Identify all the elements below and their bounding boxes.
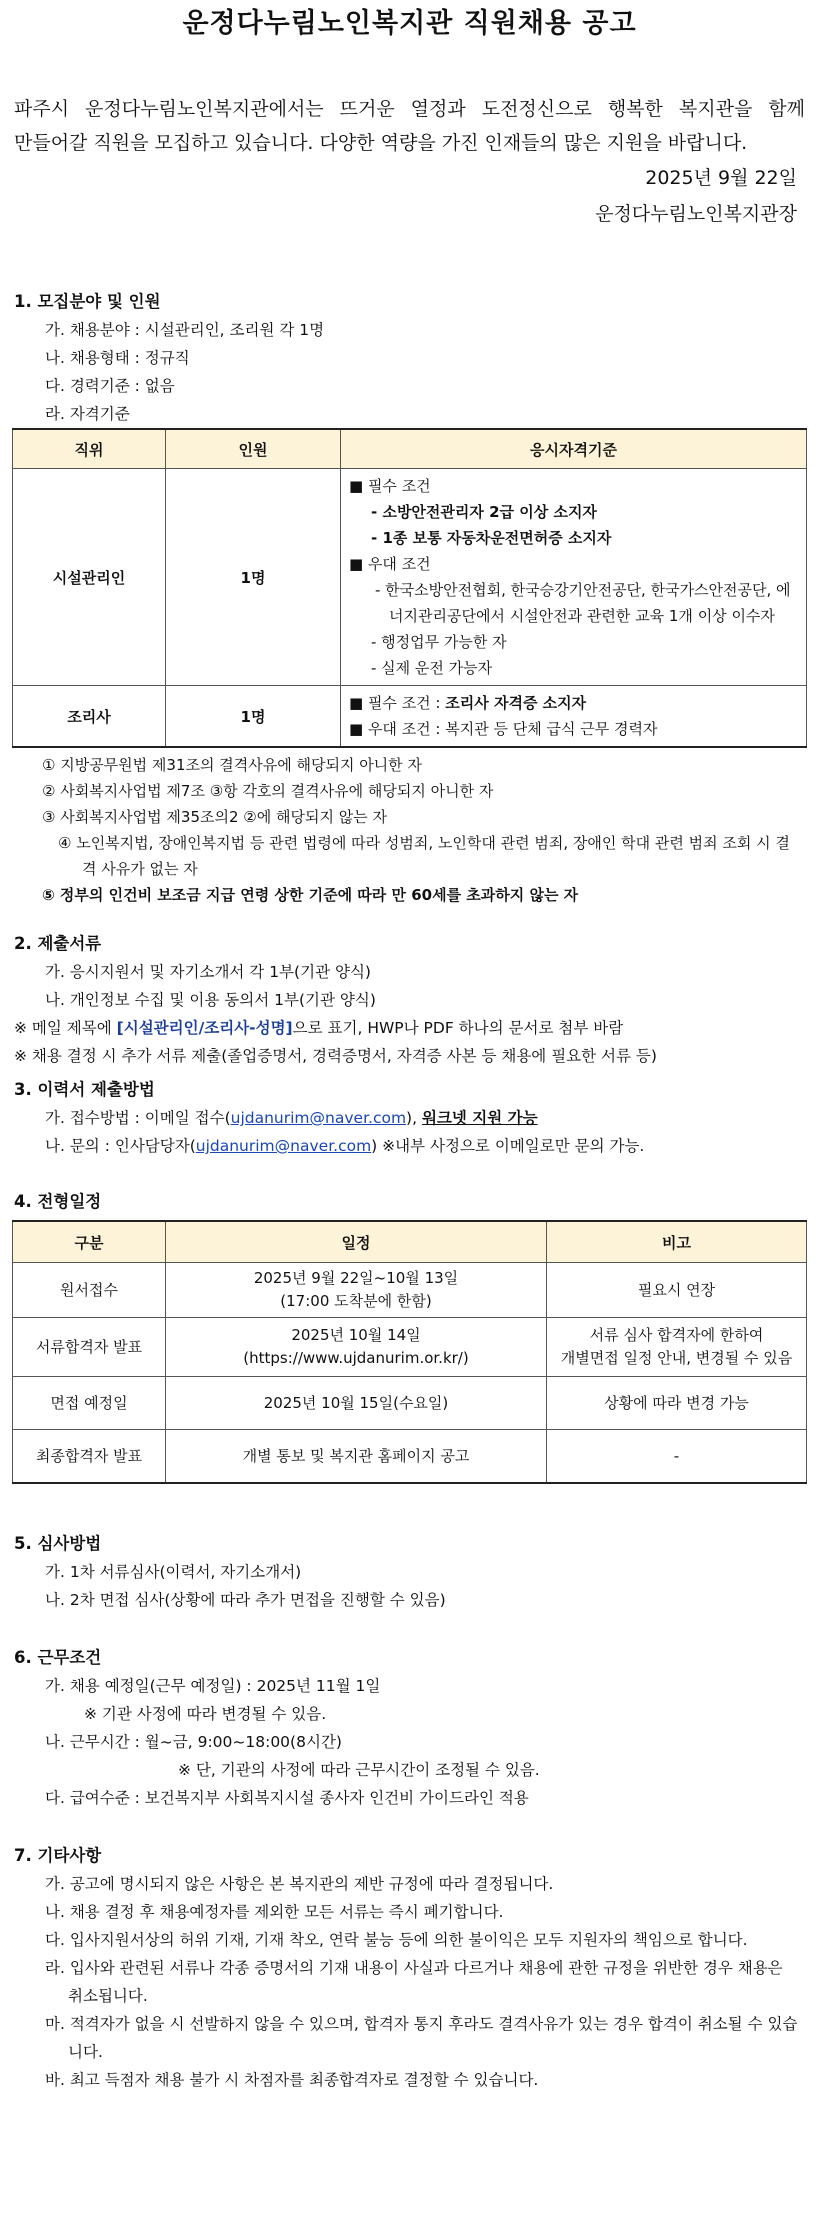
schedule-date: 2025년 10월 15일(수요일): [166, 1377, 547, 1430]
list-item: 나. 채용 결정 후 채용예정자를 제외한 모든 서류는 즉시 폐기합니다.: [45, 1903, 504, 1921]
section-title: 4. 전형일정: [14, 1192, 102, 1211]
note-line: ※ 채용 결정 시 추가 서류 제출(졸업증명서, 경력증명서, 자격증 사본 등 채용에 필요한 서류 등): [14, 1047, 657, 1065]
required-line: [349, 690, 798, 716]
table-header: 직위: [13, 429, 166, 469]
page-title: 운정다누림노인복지관 직원채용 공고: [182, 8, 637, 39]
list-item: 라. 입사와 관련된 서류나 각종 증명서의 기재 내용이 사실과 다르거나 채용에 관한 규정을 위반한 경우 채용은 취소됩니다.: [45, 1959, 783, 2005]
schedule-table: [12, 1220, 807, 1484]
list-item: 다. 입사지원서상의 허위 기재, 기재 착오, 연락 불능 등에 의한 불이익은 모두 지원자의 책임으로 합니다.: [45, 1931, 748, 1949]
qualification-cell: [341, 469, 807, 686]
date-line: 2025년 9월 22일~10월 13일: [253, 1269, 459, 1287]
note-line: 서류 심사 합격자에 한하여: [589, 1326, 764, 1344]
table-row: [13, 1263, 807, 1318]
required-label: ■ 필수 조건: [349, 477, 431, 495]
position-cell: 조리사: [13, 686, 166, 748]
table-row: [13, 469, 807, 686]
list-item: 마. 적격자가 없을 시 선발하지 않을 수 있으며, 합격자 통지 후라도 결격사유가 있는 경우 합격이 취소될 수 있습니다.: [45, 2015, 798, 2061]
note-line: ※ 단, 기관의 사정에 따라 근무시간이 조정될 수 있음.: [178, 1761, 540, 1779]
section-title: 1. 모집분야 및 인원: [14, 292, 161, 311]
section-title: 3. 이력서 제출방법: [14, 1080, 155, 1099]
note-text: 으로 표기, HWP나 PDF 하나의 문서로 첨부 바람: [292, 1019, 624, 1037]
preferred-item: - 한국소방안전협회, 한국승강기안전공단, 한국가스안전공단, 에너지관리공단에서 시설안전과 관련한 교육 1개 이상 이수자: [375, 581, 791, 625]
section-misc: [12, 1842, 807, 2094]
condition-item: ④ 노인복지법, 장애인복지법 등 관련 법령에 따라 성범죄, 노인학대 관련 범죄, 장애인 학대 관련 범죄 조회 시 결격 사유가 없는 자: [58, 834, 790, 878]
notice-issuer: 운정다누림노인복지관장: [595, 203, 797, 225]
preferred-label: ■ 우대 조건: [349, 555, 431, 573]
table-header: 일정: [166, 1221, 547, 1263]
section-title: 6. 근무조건: [14, 1648, 102, 1667]
section-title: 5. 심사방법: [14, 1534, 102, 1553]
condition-item: ⑤ 정부의 인건비 보조금 지급 연령 상한 기준에 따라 만 60세를 초과하지 않는 자: [42, 886, 579, 904]
email-link[interactable]: ujdanurim@naver.com: [230, 1109, 407, 1127]
schedule-date: 개별 통보 및 복지관 홈페이지 공고: [166, 1430, 547, 1484]
preferred-item: - 행정업무 가능한 자: [371, 633, 507, 651]
list-item: 가. 공고에 명시되지 않은 사항은 본 복지관의 제반 규정에 따라 결정됩니다.: [45, 1875, 554, 1893]
eligibility-conditions: [12, 752, 807, 908]
required-value: 조리사 자격증 소지자: [445, 694, 587, 712]
condition-item: ① 지방공무원법 제31조의 결격사유에 해당되지 아니한 자: [42, 756, 422, 774]
qualification-table: [12, 428, 807, 748]
mail-subject-format: [시설관리인/조리사-성명]: [116, 1019, 293, 1037]
schedule-stage: 서류합격자 발표: [13, 1318, 166, 1377]
list-item: 나. 2차 면접 심사(상황에 따라 추가 면접을 진행할 수 있음): [45, 1591, 446, 1609]
section-screening: [12, 1530, 807, 1614]
preferred-item: - 실제 운전 가능자: [371, 659, 493, 677]
schedule-stage: 최종합격자 발표: [13, 1430, 166, 1484]
item-text: ) ※내부 사정으로 이메일로만 문의 가능.: [371, 1137, 645, 1155]
item-text: 나. 문의 : 인사담당자(: [45, 1137, 196, 1155]
list-item: 가. 1차 서류심사(이력서, 자기소개서): [45, 1563, 302, 1581]
schedule-note: 상황에 따라 변경 가능: [547, 1377, 807, 1430]
schedule-date: [166, 1263, 547, 1318]
item-text: 가. 접수방법 : 이메일 접수(: [45, 1109, 231, 1127]
date-line: 2025년 10월 14일: [291, 1326, 421, 1344]
section-submission: [12, 1076, 807, 1160]
list-item: 다. 경력기준 : 없음: [45, 377, 175, 395]
date-detail: (17:00 도착분에 한함): [280, 1292, 432, 1310]
schedule-stage: 원서접수: [13, 1263, 166, 1318]
table-header: 응시자격기준: [341, 429, 807, 469]
list-item: [12, 1132, 807, 1160]
schedule-note: -: [547, 1430, 807, 1484]
schedule-date: [166, 1318, 547, 1377]
qualification-cell: [341, 686, 807, 748]
section-title: 7. 기타사항: [14, 1846, 102, 1865]
intro-paragraph: 파주시 운정다누림노인복지관에서는 뜨거운 열정과 도전정신으로 행복한 복지관을 함께 만들어갈 직원을 모집하고 있습니다. 다양한 역량을 가진 인재들의 많은 지원을 바랍니다.: [14, 98, 805, 154]
required-label: ■ 필수 조건 :: [349, 694, 446, 712]
schedule-stage: 면접 예정일: [13, 1377, 166, 1430]
list-item: 나. 채용형태 : 정규직: [45, 349, 190, 367]
item-text: ),: [406, 1109, 422, 1127]
note-line: ※ 기관 사정에 따라 변경될 수 있음.: [84, 1705, 327, 1723]
note-line: [12, 1014, 807, 1042]
list-item: 나. 근무시간 : 월~금, 9:00~18:00(8시간): [45, 1733, 342, 1751]
list-item: 다. 급여수준 : 보건복지부 사회복지시설 종사자 인건비 가이드라인 적용: [45, 1789, 529, 1807]
schedule-note: [547, 1318, 807, 1377]
section-title: 2. 제출서류: [14, 934, 102, 953]
worknet-note: 워크넷 지원 가능: [421, 1109, 538, 1127]
table-row: [13, 1430, 807, 1484]
table-header: 구분: [13, 1221, 166, 1263]
notice-date: 2025년 9월 22일: [645, 167, 797, 189]
list-item: 바. 최고 득점자 채용 불가 시 차점자를 최종합격자로 결정할 수 있습니다.: [45, 2071, 539, 2089]
note-line: 개별면접 일정 안내, 변경될 수 있음: [560, 1349, 793, 1367]
condition-item: ② 사회복지사업법 제7조 ③항 각호의 결격사유에 해당되지 아니한 자: [42, 782, 494, 800]
table-row: [13, 686, 807, 748]
table-header: 비고: [547, 1221, 807, 1263]
required-item: - 소방안전관리자 2급 이상 소지자: [371, 503, 597, 521]
list-item: [12, 1104, 807, 1132]
list-item: 가. 채용 예정일(근무 예정일) : 2025년 11월 1일: [45, 1677, 381, 1695]
list-item: 나. 개인정보 수집 및 이용 동의서 1부(기관 양식): [45, 991, 376, 1009]
preferred-line: ■ 우대 조건 : 복지관 등 단체 급식 근무 경력자: [349, 720, 658, 738]
schedule-note: 필요시 연장: [547, 1263, 807, 1318]
section-conditions: [12, 1644, 807, 1812]
count-cell: 1명: [166, 469, 341, 686]
list-item: 가. 응시지원서 및 자기소개서 각 1부(기관 양식): [45, 963, 371, 981]
table-row: [13, 1377, 807, 1430]
position-cell: 시설관리인: [13, 469, 166, 686]
list-item: 가. 채용분야 : 시설관리인, 조리원 각 1명: [45, 321, 325, 339]
count-cell: 1명: [166, 686, 341, 748]
note-text: ※ 메일 제목에: [14, 1019, 117, 1037]
required-item: - 1종 보통 자동차운전면허증 소지자: [371, 529, 612, 547]
list-item: 라. 자격기준: [45, 405, 130, 423]
section-schedule: [12, 1188, 807, 1484]
date-detail: (https://www.ujdanurim.or.kr/): [243, 1349, 469, 1367]
table-header: 인원: [166, 429, 341, 469]
table-row: [13, 1318, 807, 1377]
email-link[interactable]: ujdanurim@naver.com: [195, 1137, 372, 1155]
section-documents: [12, 930, 807, 1070]
condition-item: ③ 사회복지사업법 제35조의2 ②에 해당되지 않는 자: [42, 808, 387, 826]
section-recruitment: [12, 288, 807, 908]
